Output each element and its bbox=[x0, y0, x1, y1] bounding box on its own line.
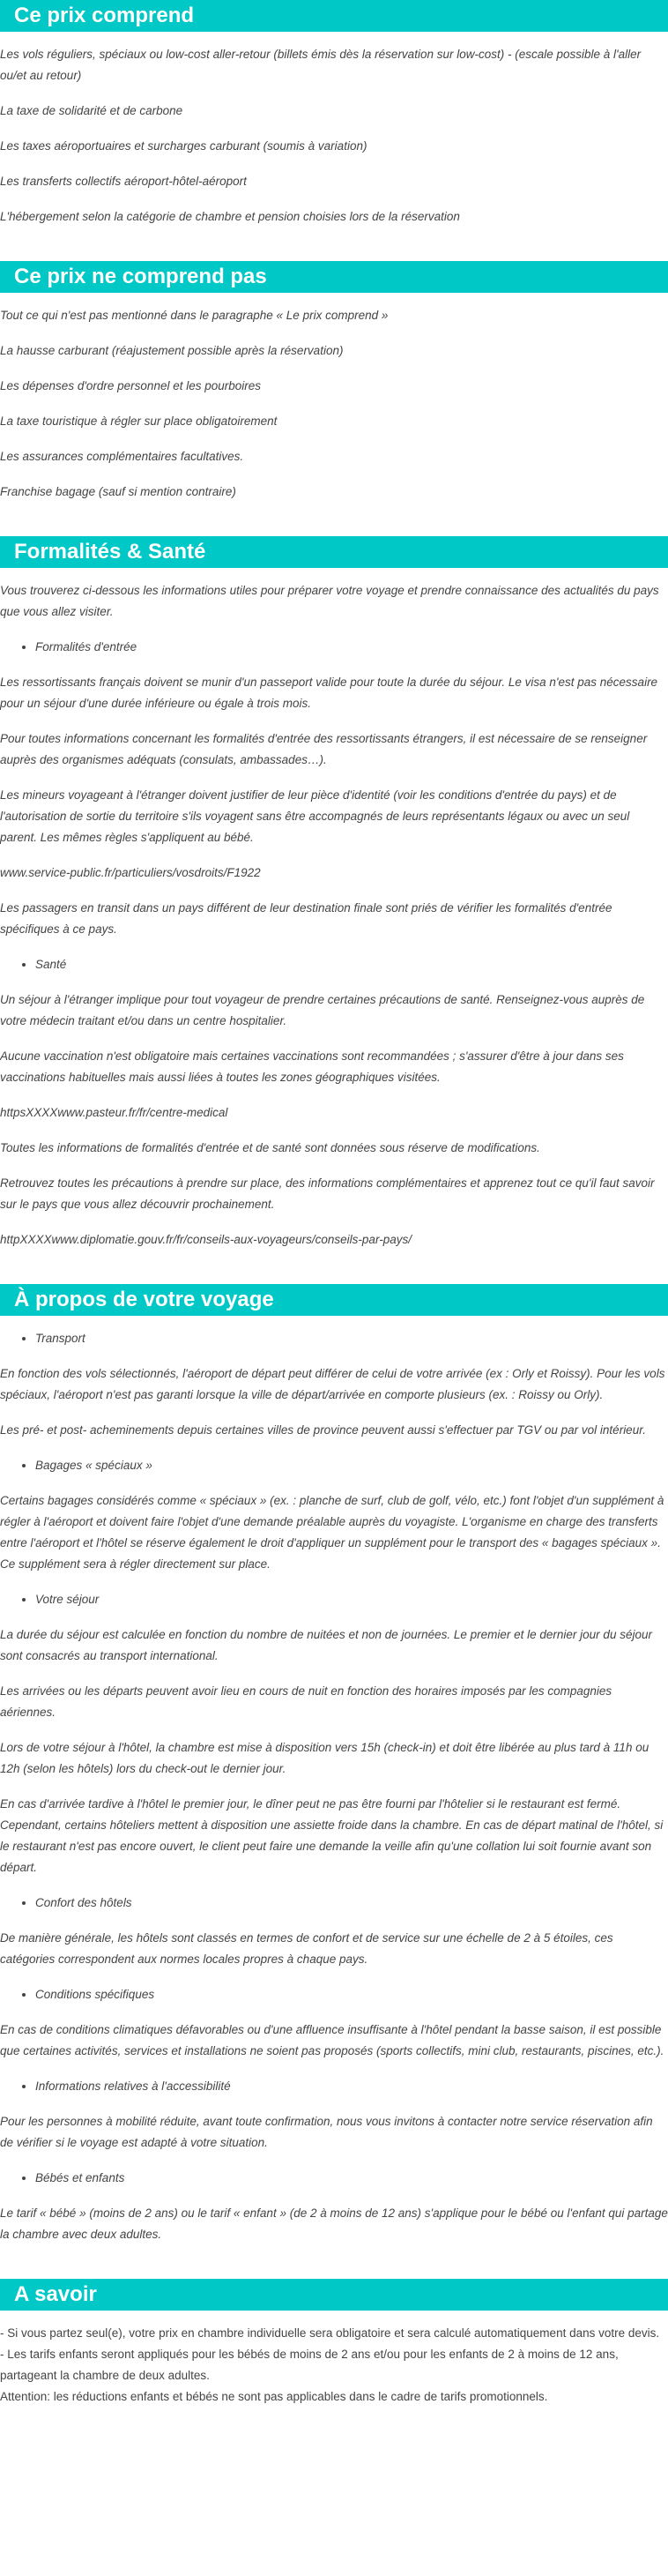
section-title-price-excludes: Ce prix ne comprend pas bbox=[0, 261, 668, 293]
bullet-heading-entry-formalities: • Formalités d'entrée bbox=[35, 637, 668, 658]
paragraph: Le tarif « bébé » (moins de 2 ans) ou le tarif « enfant » (de 2 à moins de 12 ans) s'applique pour le bébé ou l'enfant qui partage la chambre avec deux adultes. bbox=[0, 2206, 668, 2241]
bullet-list bbox=[0, 1589, 668, 1610]
paragraph: En cas de conditions climatiques défavorables ou d'une affluence insuffisante à l'hôtel pendant la basse saison, il est possible que certaines activités, services et installations ne soient pas proposés (sports collectifs, mini club, restaurants, piscines, etc.). bbox=[0, 2023, 664, 2057]
link-service-public[interactable]: www.service-public.fr/particuliers/vosdroits/F1922 bbox=[0, 866, 261, 879]
bullet-heading-transport: • Transport bbox=[35, 1328, 668, 1349]
bullet-heading-babies-children: • Bébés et enfants bbox=[35, 2168, 668, 2189]
paragraph: La durée du séjour est calculée en fonction du nombre de nuitées et non de journées. Le premier et le dernier jour du séjour sont consacrés au transport international. bbox=[0, 1628, 652, 1662]
paragraph: Les arrivées ou les départs peuvent avoir lieu en cours de nuit en fonction des horaires imposés par les compagnies aériennes. bbox=[0, 1684, 612, 1719]
good-to-know-line: - Si vous partez seul(e), votre prix en chambre individuelle sera obligatoire et sera calculé automatiquement dans votre devis. bbox=[0, 2326, 660, 2340]
paragraph: Certains bagages considérés comme « spéciaux » (ex. : planche de surf, club de golf, vélo, etc.) font l'objet d'un supplément à régler à l'aéroport et doivent faire l'objet d'une demande préalable auprès du voyagiste. L'organisme en charge des transferts entre l'aéroport et l'hôtel se réserve également le droit d'appliquer un supplément pour le transport des « bagages spéciaux ». Ce supplément sera à régler directement sur place. bbox=[0, 1494, 664, 1571]
bullet-list bbox=[0, 2076, 668, 2097]
includes-item: Les vols réguliers, spéciaux ou low-cost aller-retour (billets émis dès la réservation sur low-cost) - (escale possible à l'aller ou/et au retour) bbox=[0, 48, 642, 82]
bullet-list bbox=[0, 1893, 668, 1914]
includes-item: L'hébergement selon la catégorie de chambre et pension choisies lors de la réservation bbox=[0, 210, 460, 223]
section-good-to-know bbox=[0, 2279, 668, 2408]
paragraph: Aucune vaccination n'est obligatoire mais certaines vaccinations sont recommandées ; s'assurer d'être à jour dans ses vaccinations habituelles mais aussi liées à toutes les zones géographiques visitées. bbox=[0, 1049, 624, 1084]
good-to-know-line: - Les tarifs enfants seront appliqués pour les bébés de moins de 2 ans et/ou pour les enfants de 2 à moins de 12 ans, partageant la chambre de deux adultes. bbox=[0, 2348, 619, 2382]
section-price-includes bbox=[0, 0, 668, 228]
includes-item: Les taxes aéroportuaires et surcharges carburant (soumis à variation) bbox=[0, 139, 367, 153]
bullet-heading-hotel-comfort: • Confort des hôtels bbox=[35, 1893, 668, 1914]
bullet-heading-special-luggage: • Bagages « spéciaux » bbox=[35, 1455, 668, 1476]
paragraph: Les passagers en transit dans un pays différent de leur destination finale sont priés de vérifier les formalités d'entrée spécifiques à ce pays. bbox=[0, 901, 612, 936]
excludes-item: Les assurances complémentaires facultatives. bbox=[0, 450, 244, 463]
section-title-formalities-health: Formalités & Santé bbox=[0, 536, 668, 568]
includes-item: Les transferts collectifs aéroport-hôtel-aéroport bbox=[0, 175, 247, 188]
section-price-excludes bbox=[0, 261, 668, 503]
good-to-know-line: Attention: les réductions enfants et bébés ne sont pas applicables dans le cadre de tarifs promotionnels. bbox=[0, 2390, 548, 2403]
section-title-about-trip: À propos de votre voyage bbox=[0, 1284, 668, 1316]
section-title-price-includes: Ce prix comprend bbox=[0, 0, 668, 32]
excludes-item: Franchise bagage (sauf si mention contraire) bbox=[0, 485, 236, 498]
bullet-list bbox=[0, 1328, 668, 1349]
paragraph: Les mineurs voyageant à l'étranger doivent justifier de leur pièce d'identité (voir les conditions d'entrée du pays) et de l'autorisation de sortie du territoire s'ils voyagent sans être accompagnés de leurs représentants légaux ou avec un seul parent. Les mêmes règles s'appliquent au bébé. bbox=[0, 788, 630, 844]
paragraph: Pour les personnes à mobilité réduite, avant toute confirmation, nous vous invitons à contacter notre service réservation afin de vérifier si le voyage est adapté à votre situation. bbox=[0, 2115, 653, 2149]
section-title-good-to-know: A savoir bbox=[0, 2279, 668, 2311]
paragraph: En cas d'arrivée tardive à l'hôtel le premier jour, le dîner peut ne pas être fourni par l'hôtelier si le restaurant est fermé. Cependant, certains hôteliers mettent à disposition une assiette froide dans la chambre. En cas de départ matinal de l'hôtel, si le restaurant n'est pas encore ouvert, le client peut faire une demande la veille afin qu'une collation lui soit fournie avant son départ. bbox=[0, 1797, 664, 1874]
bullet-list bbox=[0, 637, 668, 658]
paragraph: Pour toutes informations concernant les formalités d'entrée des ressortissants étrangers, il est nécessaire de se renseigner auprès des organismes adéquats (consulats, ambassades…). bbox=[0, 732, 648, 766]
section-formalities-health bbox=[0, 536, 668, 1251]
bullet-heading-specific-conditions: • Conditions spécifiques bbox=[35, 1984, 668, 2005]
paragraph: Les ressortissants français doivent se munir d'un passeport valide pour toute la durée du séjour. Le visa n'est pas nécessaire pour un séjour d'une durée inférieure ou égale à trois mois. bbox=[0, 676, 658, 710]
excludes-item: Les dépenses d'ordre personnel et les pourboires bbox=[0, 379, 262, 392]
paragraph: De manière générale, les hôtels sont classés en termes de confort et de service sur une échelle de 2 à 5 étoiles, ces catégories correspondent aux normes locales propres à chaque pays. bbox=[0, 1931, 613, 1966]
includes-item: La taxe de solidarité et de carbone bbox=[0, 104, 183, 117]
paragraph: Retrouvez toutes les précautions à prendre sur place, des informations complémentaires et apprenez tout ce qu'il faut savoir sur le pays que vous allez découvrir prochainement. bbox=[0, 1176, 655, 1211]
paragraph: Un séjour à l'étranger implique pour tout voyageur de prendre certaines précautions de santé. Renseignez-vous auprès de votre médecin traitant et/ou dans un centre hospitalier. bbox=[0, 993, 645, 1027]
bullet-list bbox=[0, 1455, 668, 1476]
paragraph: Lors de votre séjour à l'hôtel, la chambre est mise à disposition vers 15h (check-in) et doit être libérée au plus tard à 11h ou 12h (selon les hôtels) lors du check-out le dernier jour. bbox=[0, 1741, 649, 1775]
paragraph: Toutes les informations de formalités d'entrée et de santé sont données sous réserve de modifications. bbox=[0, 1141, 540, 1154]
paragraph: Les pré- et post- acheminements depuis certaines villes de province peuvent aussi s'effectuer par TGV ou par vol intérieur. bbox=[0, 1423, 646, 1437]
excludes-item: La hausse carburant (réajustement possible après la réservation) bbox=[0, 344, 344, 357]
link-pasteur[interactable]: httpsXXXXwww.pasteur.fr/fr/centre-medical bbox=[0, 1106, 228, 1119]
section-about-trip bbox=[0, 1284, 668, 2245]
link-diplomatie[interactable]: httpXXXXwww.diplomatie.gouv.fr/fr/conseils-aux-voyageurs/conseils-par-pays/ bbox=[0, 1233, 412, 1246]
bullet-list bbox=[0, 954, 668, 975]
formalities-intro: Vous trouverez ci-dessous les informations utiles pour préparer votre voyage et prendre connaissance des actualités du pays que vous allez visiter. bbox=[0, 584, 659, 618]
bullet-list bbox=[0, 1984, 668, 2005]
bullet-heading-health: • Santé bbox=[35, 954, 668, 975]
excludes-item: La taxe touristique à régler sur place obligatoirement bbox=[0, 414, 278, 428]
bullet-list bbox=[0, 2168, 668, 2189]
excludes-item: Tout ce qui n'est pas mentionné dans le paragraphe « Le prix comprend » bbox=[0, 309, 389, 322]
bullet-heading-accessibility: • Informations relatives à l'accessibilité bbox=[35, 2076, 668, 2097]
bullet-heading-your-stay: • Votre séjour bbox=[35, 1589, 668, 1610]
paragraph: En fonction des vols sélectionnés, l'aéroport de départ peut différer de celui de votre arrivée (ex : Orly et Roissy). Pour les vols spéciaux, l'aéroport n'est pas garanti lorsque la ville de départ/arrivée en comporte plusieurs (ex. : Roissy ou Orly). bbox=[0, 1367, 665, 1401]
